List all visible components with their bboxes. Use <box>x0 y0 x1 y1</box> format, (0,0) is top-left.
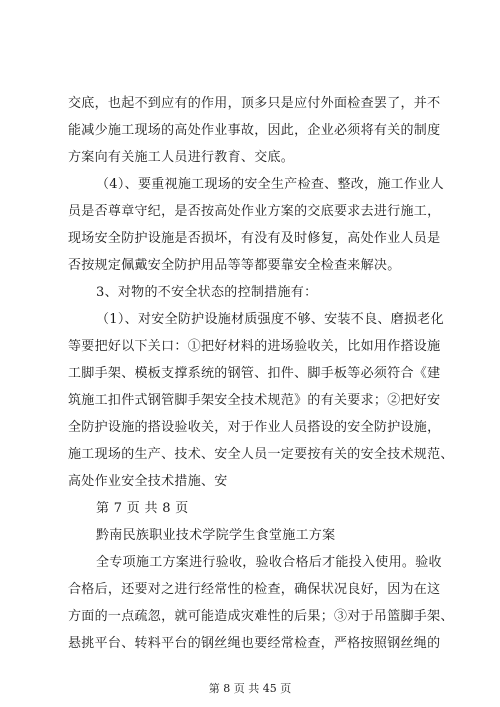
body-line: 工脚手架、模板支撑系统的钢管、扣件、脚手板等必须符合《建 <box>68 366 441 381</box>
body-line: 合格后，还要对之进行经常性的检查，确保状况良好，因为在这 <box>68 582 441 597</box>
body-line: 全防护设施的搭设验收关，对于作业人员搭设的安全防护设施， <box>68 420 441 435</box>
body-line: 等要把好以下关口：①把好材料的进场验收关，比如用作搭设施 <box>68 339 441 354</box>
body-line: 否按规定佩戴安全防护用品等等都要靠安全检查来解决。 <box>68 258 401 273</box>
body-line: 高处作业安全技术措施、安 <box>68 474 228 489</box>
section-heading: 3、对物的不安全状态的控制措施有： <box>96 285 318 300</box>
body-line: （1）、对安全防护设施材质强度不够、安装不良、磨损老化 <box>96 312 444 327</box>
document-title: 黔南民族职业技术学院学生食堂施工方案 <box>96 528 336 543</box>
body-line: 能减少施工现场的高处作业事故，因此，企业必须将有关的制度 <box>68 123 441 138</box>
body-line: （4）、要重视施工现场的安全生产检查、整改，施工作业人 <box>96 177 444 192</box>
body-line: 筑施工扣件式钢管脚手架安全技术规范》的有关要求；②把好安 <box>68 393 441 408</box>
body-line: 悬挑平台、转料平台的钢丝绳也要经常检查，严格按照钢丝绳的 <box>68 636 441 651</box>
body-line: 全专项施工方案进行验收，验收合格后才能投入使用。验收 <box>96 555 442 570</box>
body-line: 施工现场的生产、技术、安全人员一定要按有关的安全技术规范、 <box>68 447 454 462</box>
body-line: 员是否尊章守纪，是否按高处作业方案的交底要求去进行施工， <box>68 204 441 219</box>
page-footer: 第 8 页 共 45 页 <box>208 682 292 695</box>
body-line: 交底，也起不到应有的作用，顶多只是应付外面检查罢了，并不 <box>68 96 441 111</box>
body-line: 方面的一点疏忽，就可能造成灾难性的后果；③对于吊篮脚手架、 <box>68 609 454 624</box>
body-line: 现场安全防护设施是否损坏，有没有及时修复，高处作业人员是 <box>68 231 441 246</box>
body-line: 方案向有关施工人员进行教育、交底。 <box>68 150 295 165</box>
embedded-page-number: 第 7 页 共 8 页 <box>96 501 189 516</box>
